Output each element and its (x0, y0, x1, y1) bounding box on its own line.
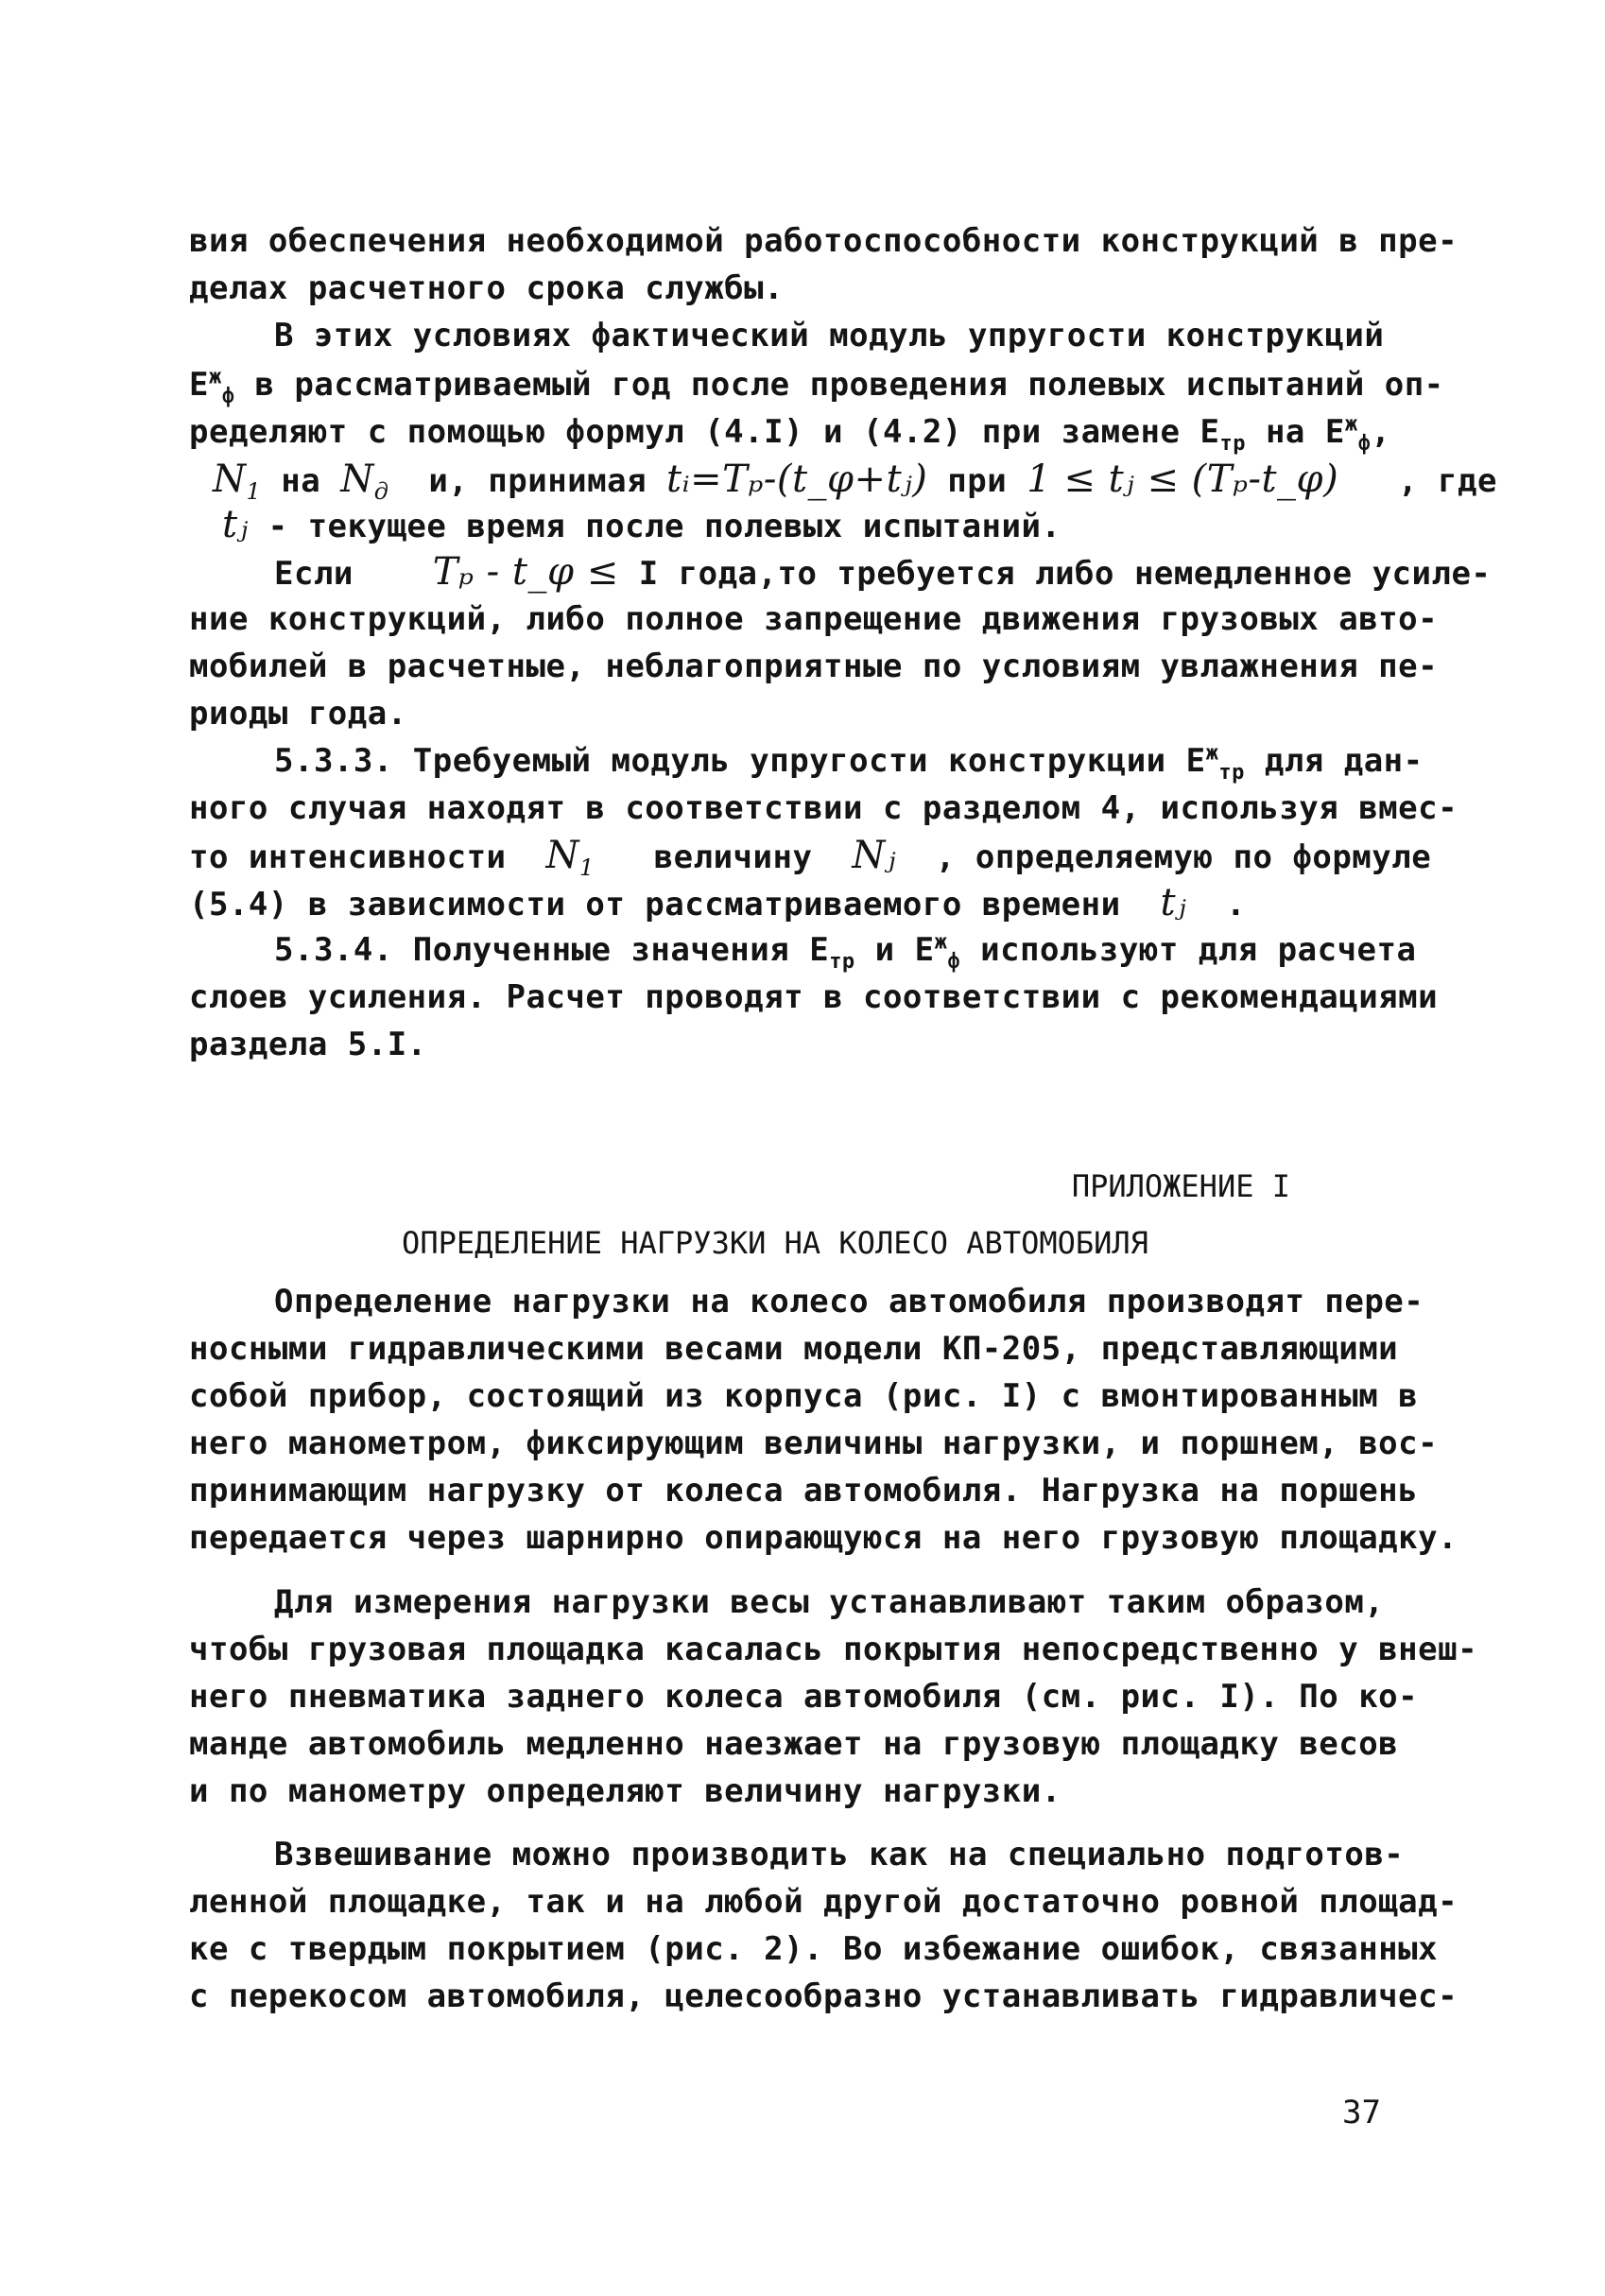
text-line: передается через шарнирно опирающуюся на него грузовую площадку. (189, 1519, 1458, 1557)
text-line: ного случая находят в соответствии с разделом 4, используя вмес- (189, 789, 1458, 827)
symbol-e-f: $Е^ж_ф$ (189, 365, 235, 408)
text-line: собой прибор, состоящий из корпуса (рис. I) с вмонтированным в (189, 1377, 1419, 1415)
text-line: Взвешивание можно производить как на специально подготов- (274, 1836, 1405, 1873)
text-line: (5.4) в зависимости от рассматриваемого времени tⱼ . (189, 881, 1247, 924)
text-line: и по манометру определяют величину нагрузки. (189, 1772, 1061, 1810)
text-line: Определение нагрузки на колесо автомобиля производят пере- (274, 1283, 1424, 1321)
text-line: делах расчетного срока службы. (189, 269, 785, 307)
text-line: $N_1$ на $N_д$ и, принимая tᵢ=Tₚ-(t_φ+tⱼ) при 1 ≤ tⱼ ≤ (Tₚ-t_φ) , где (213, 457, 1497, 505)
text-line: ленной площадке, так и на любой другой достаточно ровной площад- (189, 1883, 1458, 1921)
text-line: носными гидравлическими весами модели КП-205, представляющими (189, 1330, 1399, 1368)
appendix-label: ПРИЛОЖЕНИЕ I (1071, 1168, 1290, 1204)
page-number: 37 (1342, 2094, 1381, 2132)
text-line: Для измерения нагрузки весы устанавливают таким образом, (274, 1583, 1385, 1621)
text-line: ке с твердым покрытием (рис. 2). Во избежание ошибок, связанных (189, 1930, 1439, 1968)
text-line: tⱼ - текущее время после полевых испытаний. (222, 503, 1061, 546)
text-line: 5.3.3. Требуемый модуль упругости конструкции $Е^ж_{тр}$ для дан- (274, 741, 1424, 785)
text-line: риоды года. (189, 695, 407, 733)
text-line: манде автомобиль медленно наезжает на грузовую площадку весов (189, 1725, 1399, 1763)
text-line: слоев усиления. Расчет проводят в соответствии с рекомендациями (189, 978, 1439, 1016)
text-line: мобилей в расчетные, неблагоприятные по условиям увлажнения пе- (189, 647, 1439, 685)
text-line: В этих условиях фактический модуль упругости конструкций (274, 317, 1385, 354)
text-line: вия обеспечения необходимой работоспособности конструкций в пре- (189, 222, 1458, 260)
text-line: него пневматика заднего колеса автомобиля (см. рис. I). По ко- (189, 1678, 1419, 1716)
text-line: него манометром, фиксирующим величины нагрузки, и поршнем, вос- (189, 1424, 1439, 1462)
text-line: Если Tₚ - t_φ ≤ I года,то требуется либо немедленное усиле- (274, 550, 1492, 594)
text-line: ределяют с помощью формул (4.I) и (4.2) при замене $Е_{тр}$ на $Е^ж_ф$, (189, 412, 1391, 456)
appendix-title: ОПРЕДЕЛЕНИЕ НАГРУЗКИ НА КОЛЕСО АВТОМОБИЛЯ (402, 1225, 1148, 1261)
text-line: с перекосом автомобиля, целесообразно устанавливать гидравличес- (189, 1977, 1458, 2015)
text-line: ние конструкций, либо полное запрещение движения грузовых авто- (189, 600, 1439, 638)
text-line: чтобы грузовая площадка касалась покрытия непосредственно у внеш- (189, 1631, 1478, 1668)
text-line: принимающим нагрузку от колеса автомобиля. Нагрузка на поршень (189, 1472, 1419, 1510)
text-line: раздела 5.I. (189, 1026, 427, 1063)
text-line: $Е^ж_ф$ в рассматриваемый год после проведения полевых испытаний оп- (189, 365, 1444, 408)
text-line: то интенсивности $N_1$ величину Nⱼ , определяемую по формуле (189, 834, 1432, 881)
text-line: 5.3.4. Полученные значения $Е_{тр}$ и $Е^ж_ф$ используют для расчета (274, 930, 1417, 974)
